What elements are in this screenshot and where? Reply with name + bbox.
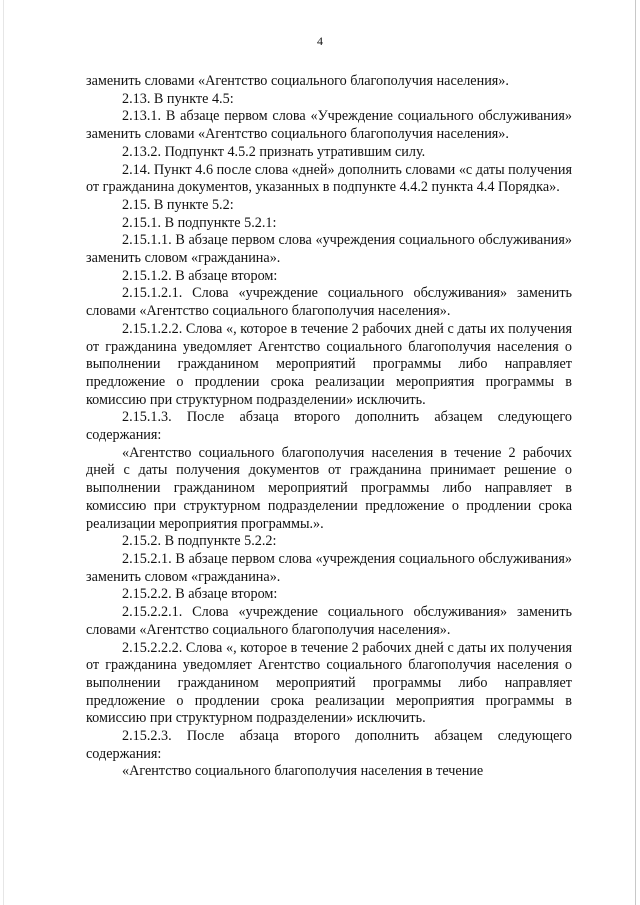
paragraph-quote-1: «Агентство социального благополучия населения в течение 2 рабочих дней с даты получения документов от гражданина принимает решение о выполнении гражданином мероприятий программы либо направляет в комиссию при структурном подразделении предложение о продлении срока реализации мероприятия программы.». <box>86 444 572 532</box>
paragraph-2-15-1-2-1: 2.15.1.2.1. Слова «учреждение социального обслуживания» заменить словами «Агентство социального благополучия населения». <box>86 285 572 320</box>
paragraph-2-13: 2.13. В пункте 4.5: <box>122 90 234 107</box>
paragraph-2-15-2-3: 2.15.2.3. После абзаца второго дополнить абзацем следующего содержания: <box>86 728 572 762</box>
paragraph-2-13-1: 2.13.1. В абзаце первом слова «Учреждение социального обслуживания» заменить словами «Агентство социального благополучия населения». <box>86 108 572 143</box>
paragraph-2-15-1-3: 2.15.1.3. После абзаца второго дополнить абзацем следующего содержания: <box>86 409 572 444</box>
paragraph-2-15-2-2: 2.15.2.2. В абзаце втором: <box>122 586 278 603</box>
paragraph-2-13-2: 2.13.2. Подпункт 4.5.2 признать утратившим силу. <box>122 143 426 160</box>
paragraph-quote-2: «Агентство социального благополучия населения в течение <box>122 763 484 780</box>
paragraph-2-15-2: 2.15.2. В подпункте 5.2.2: <box>122 533 277 550</box>
paragraph-2-15-1: 2.15.1. В подпункте 5.2.1: <box>122 214 277 231</box>
document-body <box>86 73 572 781</box>
paragraph-2-15-2-1: 2.15.2.1. В абзаце первом слова «учреждения социального обслуживания» заменить словом «гражданина». <box>86 550 572 585</box>
paragraph-2-15: 2.15. В пункте 5.2: <box>122 196 234 213</box>
page-number: 4 <box>317 34 323 48</box>
paragraph-2-15-1-2-2: 2.15.1.2.2. Слова «, которое в течение 2 рабочих дней с даты их получения от гражданина уведомляет Агентство социального благополучия населения о выполнении гражданином мероприятий программы либо направляет предложение о продлении срока реализации мероприятия программы в комиссию при структурном подразделении» исключить. <box>86 320 572 408</box>
paragraph-2-15-2-2-2: 2.15.2.2.2. Слова «, которое в течение 2 рабочих дней с даты их получения от гражданина уведомляет Агентство социального благополучия населения о выполнении гражданином мероприятий программы либо направляет предложение о продлении срока реализации мероприятия программы в комиссию при структурном подразделении» исключить. <box>86 639 572 727</box>
paragraph-continuation: заменить словами «Агентство социального благополучия населения». <box>86 73 509 89</box>
paragraph-2-15-2-2-1: 2.15.2.2.1. Слова «учреждение социального обслуживания» заменить словами «Агентство социального благополучия населения». <box>86 604 572 638</box>
paragraph-2-14: 2.14. Пункт 4.6 после слова «дней» дополнить словами «с даты получения от гражданина документов, указанных в подпункте 4.4.2 пункта 4.4 Порядка». <box>86 161 572 196</box>
scan-edge-left <box>3 0 4 905</box>
paragraph-2-15-1-2: 2.15.1.2. В абзаце втором: <box>122 267 278 284</box>
paragraph-2-15-1-1: 2.15.1.1. В абзаце первом слова «учреждения социального обслуживания» заменить словом «гражданина». <box>86 232 572 267</box>
scan-edge-right <box>635 0 636 905</box>
